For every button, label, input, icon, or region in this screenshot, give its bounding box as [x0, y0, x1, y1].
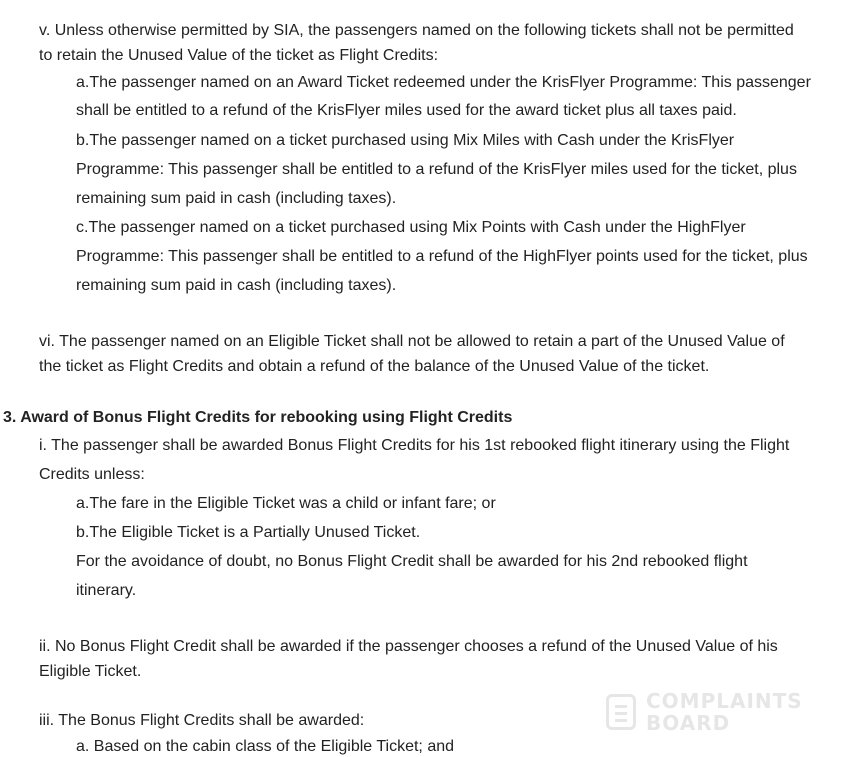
- text-line: a.The fare in the Eligible Ticket was a child or infant fare; or: [76, 495, 496, 512]
- text-line: remaining sum paid in cash (including taxes).: [76, 277, 397, 294]
- watermark-text: COMPLAINTS BOARD: [646, 689, 803, 735]
- text-line: Eligible Ticket.: [39, 663, 142, 680]
- text-line: b.The Eligible Ticket is a Partially Unused Ticket.: [76, 524, 421, 541]
- text-line: v. Unless otherwise permitted by SIA, the passengers named on the following tickets shall not be permitted: [39, 22, 794, 39]
- text-line: b.The passenger named on a ticket purchased using Mix Miles with Cash under the KrisFlyer: [76, 132, 735, 149]
- text-line: ii. No Bonus Flight Credit shall be awarded if the passenger chooses a refund of the Unused Value of his: [39, 638, 778, 655]
- text-line: the ticket as Flight Credits and obtain a refund of the balance of the Unused Value of the ticket.: [39, 358, 710, 375]
- text-line: itinerary.: [76, 582, 137, 599]
- text-line: Programme: This passenger shall be entitled to a refund of the HighFlyer points used for the ticket, plus: [76, 248, 808, 265]
- text-line: c.The passenger named on a ticket purchased using Mix Points with Cash under the HighFlyer: [76, 219, 746, 236]
- text-line: Programme: This passenger shall be entitled to a refund of the KrisFlyer miles used for the ticket, plus: [76, 161, 797, 178]
- text-line: i. The passenger shall be awarded Bonus Flight Credits for his 1st rebooked flight itinerary using the Flight: [39, 437, 790, 454]
- text-line: to retain the Unused Value of the ticket as Flight Credits:: [39, 47, 439, 64]
- section-heading: 3. Award of Bonus Flight Credits for rebooking using Flight Credits: [3, 409, 513, 426]
- text-line: shall be entitled to a refund of the KrisFlyer miles used for the award ticket plus all taxes paid.: [76, 102, 737, 119]
- text-line: a. Based on the cabin class of the Eligible Ticket; and: [76, 738, 455, 755]
- text-line: iii. The Bonus Flight Credits shall be awarded:: [39, 712, 365, 729]
- text-line: For the avoidance of doubt, no Bonus Flight Credit shall be awarded for his 2nd rebooked flight: [76, 553, 748, 570]
- text-line: remaining sum paid in cash (including taxes).: [76, 190, 397, 207]
- text-line: vi. The passenger named on an Eligible Ticket shall not be allowed to retain a part of the Unused Value of: [39, 333, 785, 350]
- text-line: a.The passenger named on an Award Ticket redeemed under the KrisFlyer Programme: This passenger: [76, 74, 811, 91]
- text-line: Credits unless:: [39, 466, 145, 483]
